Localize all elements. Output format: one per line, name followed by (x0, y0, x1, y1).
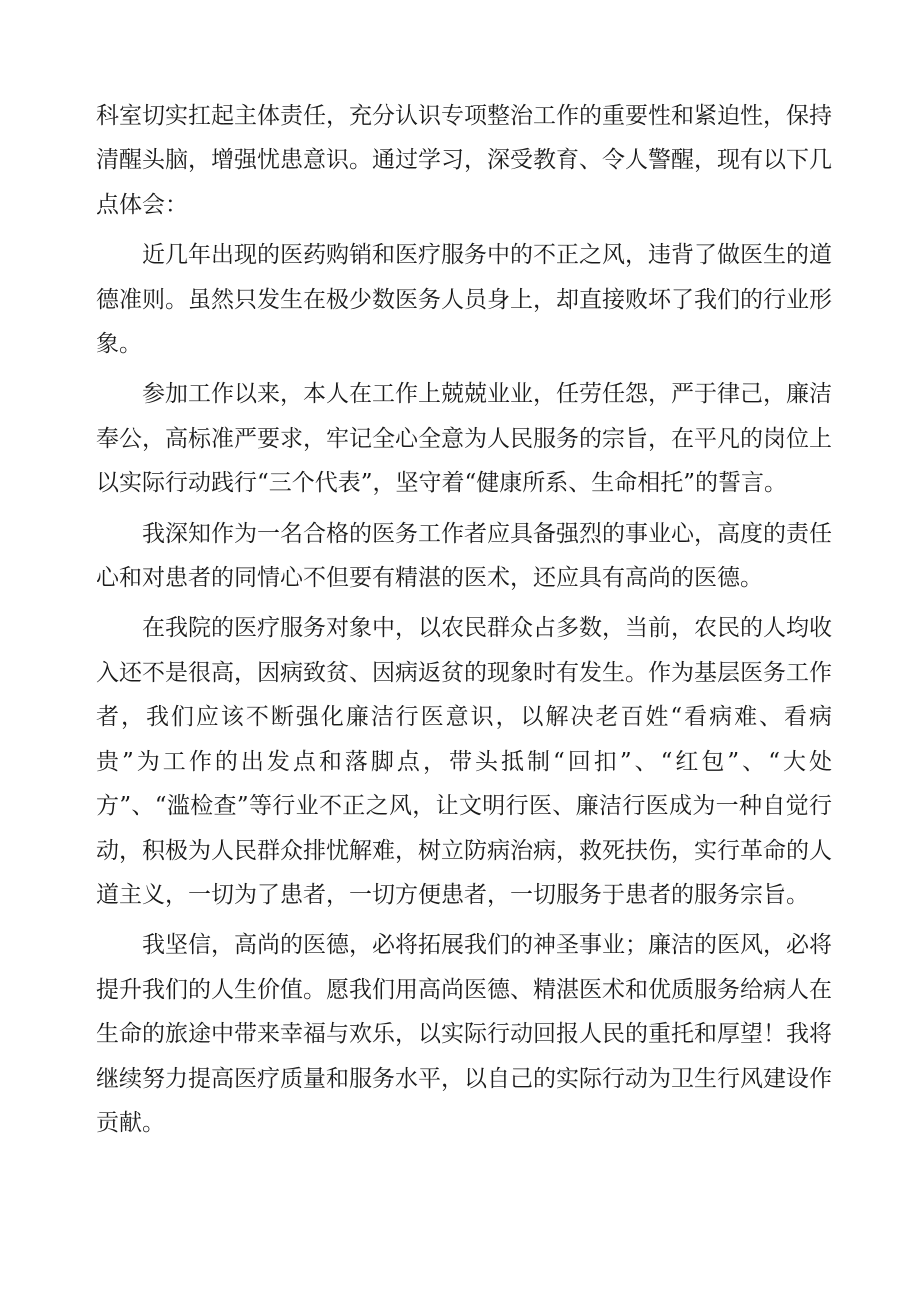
paragraph-4: 我深知作为一名合格的医务工作者应具备强烈的事业心，高度的责任心和对患者的同情心不但要有精湛的医术，还应具有高尚的医德。 (96, 520, 832, 592)
paragraph-5: 在我院的医疗服务对象中，以农民群众占多数，当前，农民的人均收入还不是很高，因病致贫、因病返贫的现象时有发生。作为基层医务工作者，我们应该不断强化廉洁行医意识，以解决老百姓“看病难、看病贵”为工作的出发点和落脚点，带头抵制“回扣”、“红包”、“大处方”、“滥检查”等行业不正之风，让文明行医、廉洁行医成为一种自觉行动，积极为人民群众排忧解难，树立防病治病，救死扶伤，实行革命的人道主义，一切为了患者，一切方便患者，一切服务于患者的服务宗旨。 (96, 615, 832, 908)
paragraph-2: 近几年出现的医药购销和医疗服务中的不正之风，违背了做医生的道德准则。虽然只发生在极少数医务人员身上，却直接败坏了我们的行业形象。 (96, 242, 832, 358)
document-body (96, 94, 832, 1151)
paragraph-3: 参加工作以来，本人在工作上兢兢业业，任劳任怨，严于律己，廉洁奉公，高标准严要求，牢记全心全意为人民服务的宗旨，在平凡的岗位上以实际行动践行“三个代表”，坚守着“健康所系、生命相托”的誓言。 (96, 381, 832, 497)
paragraph-6: 我坚信，高尚的医德，必将拓展我们的神圣事业；廉洁的医风，必将提升我们的人生价值。愿我们用高尚医德、精湛医术和优质服务给病人在生命的旅途中带来幸福与欢乐，以实际行动回报人民的重托和厚望！我将继续努力提高医疗质量和服务水平，以自己的实际行动为卫生行风建设作贡献。 (96, 932, 832, 1136)
paragraph-1: 科室切实扛起主体责任，充分认识专项整治工作的重要性和紧迫性，保持清醒头脑，增强忧患意识。通过学习，深受教育、令人警醒，现有以下几点体会： (96, 103, 832, 218)
